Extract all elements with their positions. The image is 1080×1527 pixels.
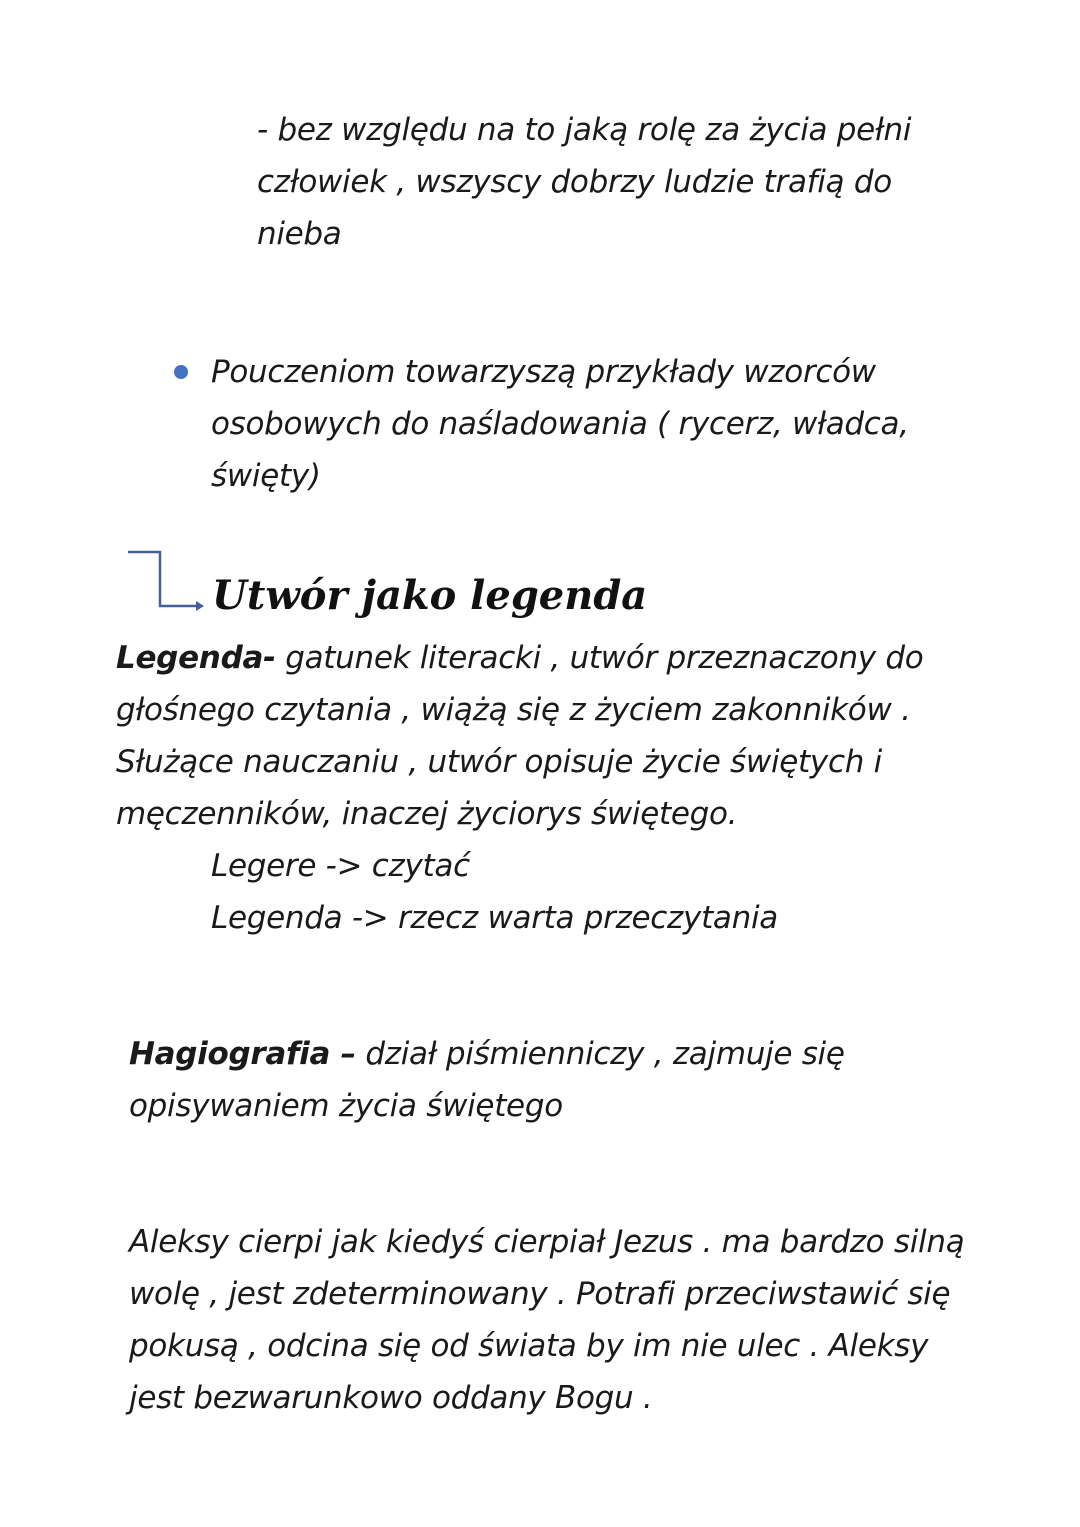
- aleksy-line: jest bezwarunkowo oddany Bogu .: [129, 1380, 653, 1416]
- intro-line: nieba: [257, 216, 342, 252]
- legend-definition: [116, 632, 923, 840]
- legend-definition-line: głośnego czytania , wiążą się z życiem zakonników .: [116, 692, 911, 728]
- intro-paragraph: [257, 104, 911, 260]
- section-title: Utwór jako legenda: [212, 572, 648, 619]
- etymology-line: Legenda -> rzecz warta przeczytania: [211, 900, 778, 936]
- bullet-paragraph: [211, 346, 909, 502]
- etymology-block: [211, 840, 778, 944]
- aleksy-line: Aleksy cierpi jak kiedyś cierpiał Jezus . ma bardzo silną: [129, 1224, 965, 1260]
- bullet-line: Pouczeniom towarzyszą przykłady wzorców: [211, 354, 876, 390]
- hagiography-text: dział piśmienniczy , zajmuje się: [355, 1036, 845, 1072]
- legend-definition-text: gatunek literacki , utwór przeznaczony do: [275, 640, 924, 676]
- bullet-dot-icon: [174, 365, 188, 379]
- bullet-line: święty): [211, 458, 321, 494]
- hagiography-definition: [129, 1028, 845, 1132]
- legend-term: Legenda-: [116, 640, 276, 676]
- etymology-line: Legere -> czytać: [211, 848, 470, 884]
- aleksy-line: pokusą , odcina się od świata by im nie ulec . Aleksy: [129, 1328, 929, 1364]
- hagiography-term: Hagiografia –: [129, 1036, 356, 1072]
- hagiography-line: [129, 1028, 845, 1080]
- legend-definition-line: [116, 632, 923, 684]
- legend-definition-line: męczenników, inaczej życiorys świętego.: [116, 796, 738, 832]
- intro-line: człowiek , wszyscy dobrzy ludzie trafią do: [257, 164, 892, 200]
- bullet-line: osobowych do naśladowania ( rycerz, władca,: [211, 406, 909, 442]
- hagiography-line: opisywaniem życia świętego: [129, 1088, 563, 1124]
- elbow-arrow-icon: [124, 547, 214, 617]
- legend-definition-line: Służące nauczaniu , utwór opisuje życie świętych i: [116, 744, 882, 780]
- aleksy-line: wolę , jest zdeterminowany . Potrafi przeciwstawić się: [129, 1276, 951, 1312]
- intro-line: - bez względu na to jaką rolę za życia pełni: [257, 112, 912, 148]
- aleksy-paragraph: [129, 1216, 964, 1424]
